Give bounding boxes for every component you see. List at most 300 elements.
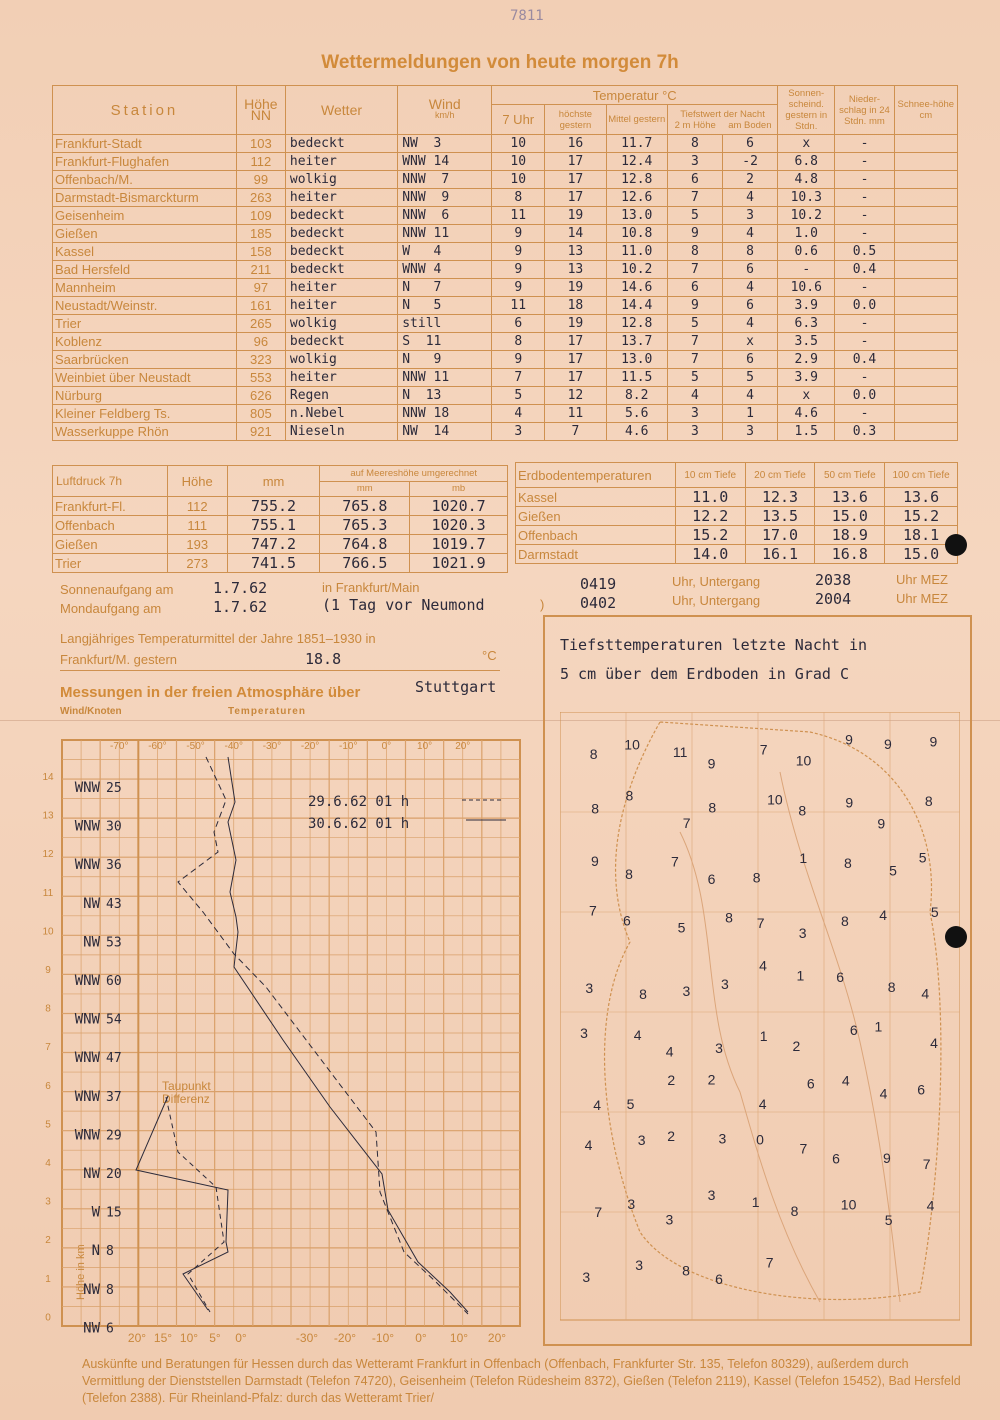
bottom-tick-left: 0° [235,1331,247,1345]
legend-date1: 29.6.62 01 h [308,794,410,810]
bottom-tick-right: 20° [487,1331,507,1345]
erd-name: Gießen [516,507,676,526]
station-wetter: bedeckt [285,225,397,243]
mond-label: Mondaufgang am [60,601,162,616]
erd-d10: 15.2 [675,526,745,545]
mittel-line2: Frankfurt/M. gestern [60,652,178,667]
station-sonne: 10.2 [778,207,835,225]
wind-dir: WNW [74,1127,100,1144]
station-wind: WNW 4 [398,261,492,279]
wind-speed: 29 [106,1128,122,1144]
bottom-tick-right: -20° [333,1331,357,1345]
station-sonne: 10.3 [778,189,835,207]
map-value: 4 [841,1072,850,1089]
erdboden-table [515,462,958,564]
head-wind-label: Wind [428,96,461,112]
station-sonne: 6.8 [778,153,835,171]
luft-head-0: Luftdruck 7h [53,466,168,497]
station-t7: 8 [492,189,545,207]
top-tick: -30° [262,741,282,752]
wind-dir: WNW [74,1050,100,1067]
station-sonne: 3.5 [778,333,835,351]
station-mittel: 14.6 [606,279,667,297]
station-max: 16 [545,135,606,153]
station-boden: 3 [723,207,778,225]
station-nn: 161 [236,297,285,315]
map-value: 3 [637,1132,646,1149]
station-t7: 10 [492,153,545,171]
station-nieder: 0.4 [835,351,894,369]
station-wind: NW 14 [398,423,492,441]
luft-head-3a: mm [320,481,410,497]
map-value: 7 [799,1140,808,1157]
station-schnee [894,153,957,171]
station-t2m: 7 [667,351,722,369]
station-nn: 158 [236,243,285,261]
sonne-date: 1.7.62 [213,579,268,597]
erd-head-2: 20 cm Tiefe [745,463,815,488]
station-schnee [894,171,957,189]
page-title: Wettermeldungen von heute morgen 7h [321,52,679,73]
station-nn: 626 [236,387,285,405]
station-nn: 921 [236,423,285,441]
station-nn: 805 [236,405,285,423]
station-name: Frankfurt-Flughafen [53,153,237,171]
station-boden: 4 [723,387,778,405]
luft-name: Offenbach [53,516,168,535]
erd-d20: 13.5 [745,507,815,526]
station-nn: 323 [236,351,285,369]
height-tick: 13 [42,810,54,822]
station-mittel: 13.0 [606,207,667,225]
wind-speed: 6 [106,1321,114,1337]
station-wetter: heiter [285,369,397,387]
mond-note: (1 Tag vor Neumond [322,596,485,614]
luftdruck-table [52,465,508,573]
station-schnee [894,297,957,315]
sonne-untergang-label: Uhr, Untergang [672,574,761,589]
station-t2m: 4 [667,387,722,405]
punch-hole-bottom [945,926,967,948]
station-wetter: wolkig [285,171,397,189]
map-value: 4 [759,957,767,974]
station-schnee [894,351,957,369]
height-tick: 6 [45,1080,51,1092]
station-wind: NW 3 [398,135,492,153]
map-value: 6 [836,968,845,985]
station-boden: 6 [723,135,778,153]
map-value: 1 [799,850,808,867]
station-t7: 3 [492,423,545,441]
luft-mb: 1020.3 [410,516,508,535]
station-row [53,207,958,225]
station-wind: W 4 [398,243,492,261]
station-wetter: wolkig [285,315,397,333]
luftdruck-header [53,466,508,482]
station-boden: 1 [723,405,778,423]
luft-mm_mh: 766.5 [320,554,410,573]
station-sonne: 1.5 [778,423,835,441]
station-t7: 7 [492,369,545,387]
station-wetter: heiter [285,279,397,297]
map-frame [560,712,960,1320]
station-name: Neustadt/Weinstr. [53,297,237,315]
station-t2m: 5 [667,315,722,333]
station-wetter: Nieseln [285,423,397,441]
station-max: 18 [545,297,606,315]
station-t7: 8 [492,333,545,351]
station-mittel: 13.0 [606,351,667,369]
station-row [53,405,958,423]
station-mittel: 11.5 [606,369,667,387]
station-wind: N 7 [398,279,492,297]
station-schnee [894,225,957,243]
erdboden-header [516,463,958,488]
weather-table-header [53,86,958,105]
erd-d10: 11.0 [675,488,745,507]
station-boden: 6 [723,351,778,369]
station-boden: 4 [723,315,778,333]
map-value: 6 [707,870,716,887]
station-nn: 103 [236,135,285,153]
station-sonne: 3.9 [778,369,835,387]
station-boden: 8 [723,243,778,261]
mond-date: 1.7.62 [213,598,268,616]
top-tick: -20° [300,741,320,752]
map-value: 3 [582,1268,591,1285]
station-wind: N 5 [398,297,492,315]
map-value: 6 [715,1271,723,1288]
station-max: 17 [545,153,606,171]
erd-row [516,488,958,507]
map-value: 4 [921,985,930,1002]
station-t2m: 3 [667,423,722,441]
erd-d20: 12.3 [745,488,815,507]
station-mittel: 14.4 [606,297,667,315]
mond-mez: Uhr MEZ [896,591,948,606]
station-row [53,423,958,441]
station-t7: 9 [492,279,545,297]
wind-speed: 47 [106,1051,122,1067]
top-tick: -40° [224,741,243,752]
map-value: 7 [682,815,691,832]
wind-dir: NW [83,1320,100,1337]
bottom-tick-left: 5° [209,1331,221,1345]
map-value: 8 [639,986,647,1003]
map-text2: 5 cm über dem Erdboden in Grad C [560,665,849,683]
map-value: 4 [633,1027,642,1044]
station-mittel: 12.8 [606,315,667,333]
luft-name: Frankfurt-Fl. [53,497,168,516]
footer-text: Auskünfte und Beratungen für Hessen durch das Wetteramt Frankfurt in Offenbach (Offenbach, Frankfurter Str. 135, Telefon 80329), außerdem durch Vermittlung der Dienststellen Darmstadt (Telefon 74720), Geisenheim (Telefon Rüdesheim 8372), Gießen (Telefon 2119), Kassel (Telefon 15452), Bad Hersfeld (Telefon 2388). Für Rheinland-Pfalz: durch das Wetteramt Trier/ [82,1357,961,1405]
mittel-line1: Langjähriges Temperaturmittel der Jahre 1851–1930 in [60,631,376,646]
map-value: 8 [798,802,807,819]
erd-name: Offenbach [516,526,676,545]
map-value: 9 [877,815,886,832]
wind-dir: WNW [74,857,100,874]
map-value: 4 [930,1034,938,1051]
station-max: 19 [545,279,606,297]
station-max: 17 [545,333,606,351]
head-hoehe: Höhe NN [236,86,285,135]
station-nn: 211 [236,261,285,279]
wind-dir: WNW [74,1088,100,1105]
map-value: 8 [625,866,633,883]
station-name: Mannheim [53,279,237,297]
station-boden: 4 [723,279,778,297]
station-t2m: 7 [667,333,722,351]
top-tick: -70° [110,741,129,752]
map-value: 8 [589,745,598,762]
station-wind: N 13 [398,387,492,405]
station-nieder: - [835,405,894,423]
erdboden-body [516,488,958,564]
bottom-tick-right: 10° [449,1331,469,1345]
station-t2m: 5 [667,369,722,387]
head-temperatur: Temperatur °C [492,86,778,105]
bottom-tick-right: -10° [371,1331,395,1345]
station-nieder: - [835,315,894,333]
sonne-unter: 2038 [815,571,852,589]
taupunkt-label: Taupunkt [162,1079,211,1093]
station-t7: 10 [492,171,545,189]
erd-row [516,526,958,545]
bottom-tick-left: 10° [179,1331,199,1345]
taupunkt-label2: Differenz [162,1092,210,1106]
mittel-value: 18.8 [305,650,342,668]
station-max: 17 [545,189,606,207]
map-value: 3 [707,1187,716,1204]
bottom-tick-right: 0° [415,1331,427,1345]
temperature-map [560,712,960,1322]
luft-row [53,516,508,535]
station-t7: 6 [492,315,545,333]
map-value: 3 [715,1040,723,1057]
station-max: 11 [545,405,606,423]
map-value: 9 [883,1150,891,1167]
station-max: 13 [545,243,606,261]
wind-dir: W [91,1204,100,1221]
station-t7: 5 [492,387,545,405]
station-t7: 4 [492,405,545,423]
station-t2m: 6 [667,171,722,189]
wind-dir: WNW [74,780,100,796]
top-tick: -60° [148,741,167,752]
station-boden: x [723,333,778,351]
erd-head-0: Erdbodentemperaturen [516,463,676,488]
map-value: 9 [845,794,854,811]
station-wetter: heiter [285,189,397,207]
map-value: 10 [624,736,640,753]
station-sonne: 1.0 [778,225,835,243]
station-name: Gießen [53,225,237,243]
station-nn: 185 [236,225,285,243]
erd-d100: 18.1 [885,526,958,545]
sonne-label: Sonnenaufgang am [60,582,174,597]
wind-dir: WNW [74,973,100,989]
station-wetter: n.Nebel [285,405,397,423]
station-mittel: 4.6 [606,423,667,441]
head-wind [398,86,492,135]
head-nieder: Nieder-schlag in 24 Stdn. mm [835,86,894,135]
luft-mb: 1021.9 [410,554,508,573]
station-t2m: 6 [667,279,722,297]
mond-auf: 0402 [580,594,617,612]
station-name: Darmstadt-Bismarckturm [53,189,237,207]
map-value: 8 [591,800,600,817]
mond-paren: ) [540,597,545,612]
station-nn: 263 [236,189,285,207]
station-t7: 9 [492,225,545,243]
station-name: Geisenheim [53,207,237,225]
station-sonne: 4.6 [778,405,835,423]
station-nieder: - [835,333,894,351]
station-sonne: - [778,261,835,279]
station-name: Kassel [53,243,237,261]
height-axis-label: Höhe in km [75,1244,87,1300]
station-t2m: 9 [667,225,722,243]
map-value: 2 [792,1037,801,1054]
map-value: 4 [926,1197,935,1214]
height-tick: 14 [42,772,54,783]
head-station: Station [53,86,237,135]
station-nieder: - [835,207,894,225]
station-wind: NNW 18 [398,405,492,423]
map-value: 4 [584,1136,593,1153]
station-row [53,243,958,261]
station-boden: 4 [723,189,778,207]
station-t2m: 9 [667,297,722,315]
sonne-ort: in Frankfurt/Main [322,580,420,595]
wind-speed: 30 [106,819,122,835]
station-nn: 99 [236,171,285,189]
station-sonne: x [778,387,835,405]
head-tiefst-sub [668,120,777,131]
map-text1: Tiefsttemperaturen letzte Nacht in [560,636,868,654]
erd-d10: 14.0 [675,545,745,564]
station-wetter: bedeckt [285,333,397,351]
top-tick: 20° [455,741,471,752]
luft-head-3b: mb [410,481,508,497]
map-value: 5 [884,1212,893,1229]
map-value: 9 [590,852,599,869]
station-row [53,153,958,171]
station-wetter: bedeckt [285,243,397,261]
station-name: Wasserkuppe Rhön [53,423,237,441]
station-wind: N 9 [398,351,492,369]
height-tick: 0 [45,1312,51,1324]
station-nieder: 0.4 [835,261,894,279]
legend-date2: 30.6.62 01 h [308,816,410,832]
map-value: 7 [671,853,679,870]
station-max: 19 [545,315,606,333]
station-t2m: 7 [667,189,722,207]
map-value: 4 [879,1085,888,1102]
station-schnee [894,207,957,225]
station-row [53,261,958,279]
map-value: 2 [667,1072,676,1089]
station-wind: NNW 11 [398,225,492,243]
luftdruck-body [53,497,508,573]
head-tiefst-2m: 2 m Höhe [674,119,716,131]
height-tick: 8 [45,1003,51,1015]
erd-d50: 13.6 [815,488,885,507]
station-t7: 11 [492,207,545,225]
map-value: 6 [917,1081,926,1098]
luft-mm: 747.2 [227,535,320,554]
wind-speed: 53 [106,935,122,951]
sonne-mez: Uhr MEZ [896,572,948,587]
station-wind: still [398,315,492,333]
weather-table [52,85,958,441]
station-t7: 9 [492,261,545,279]
wind-dir: NW [83,1281,100,1298]
map-value: 10 [840,1196,857,1213]
station-sonne: 0.6 [778,243,835,261]
height-tick: 3 [45,1196,51,1208]
height-tick: 5 [45,1119,51,1131]
luft-mm_mh: 765.8 [320,497,410,516]
erd-d10: 12.2 [675,507,745,526]
map-value: 1 [759,1028,768,1045]
luft-mm: 755.2 [227,497,320,516]
atmosphere-diagram [38,722,528,1347]
head-sonne: Sonnen-scheind. gestern in Stdn. [778,86,835,135]
top-tick: -10° [339,741,358,752]
station-name: Bad Hersfeld [53,261,237,279]
station-schnee [894,369,957,387]
luft-name: Gießen [53,535,168,554]
map-value: 8 [844,855,852,872]
station-wetter: bedeckt [285,135,397,153]
station-nieder: - [835,225,894,243]
station-row [53,315,958,333]
station-wetter: Regen [285,387,397,405]
station-t2m: 8 [667,243,722,261]
station-schnee [894,315,957,333]
station-nieder: - [835,135,894,153]
sonne-auf: 0419 [580,575,617,593]
station-name: Nürburg [53,387,237,405]
atmo-title: Messungen in der freien Atmosphäre über [60,684,361,701]
map-value: 3 [580,1024,588,1041]
station-sonne: 6.3 [778,315,835,333]
station-nieder: - [835,189,894,207]
erd-head-3: 50 cm Tiefe [815,463,885,488]
map-value: 5 [918,849,927,866]
luft-hoehe: 111 [167,516,227,535]
top-tick: 10° [417,741,433,752]
wind-speed: 8 [106,1282,114,1298]
station-name: Saarbrücken [53,351,237,369]
luft-hoehe: 273 [167,554,227,573]
head-wind-unit: km/h [434,110,455,120]
map-value: 7 [922,1155,931,1172]
station-schnee [894,387,957,405]
luft-hoehe: 112 [167,497,227,516]
station-boden: 6 [723,261,778,279]
station-nieder: - [835,153,894,171]
station-name: Koblenz [53,333,237,351]
top-tick: 0° [381,741,392,752]
erd-d20: 17.0 [745,526,815,545]
height-tick: 10 [42,926,54,938]
map-value: 6 [806,1075,815,1092]
station-schnee [894,243,957,261]
station-t2m: 7 [667,261,722,279]
top-mark: 7811 [510,8,544,24]
height-tick: 9 [45,965,51,976]
